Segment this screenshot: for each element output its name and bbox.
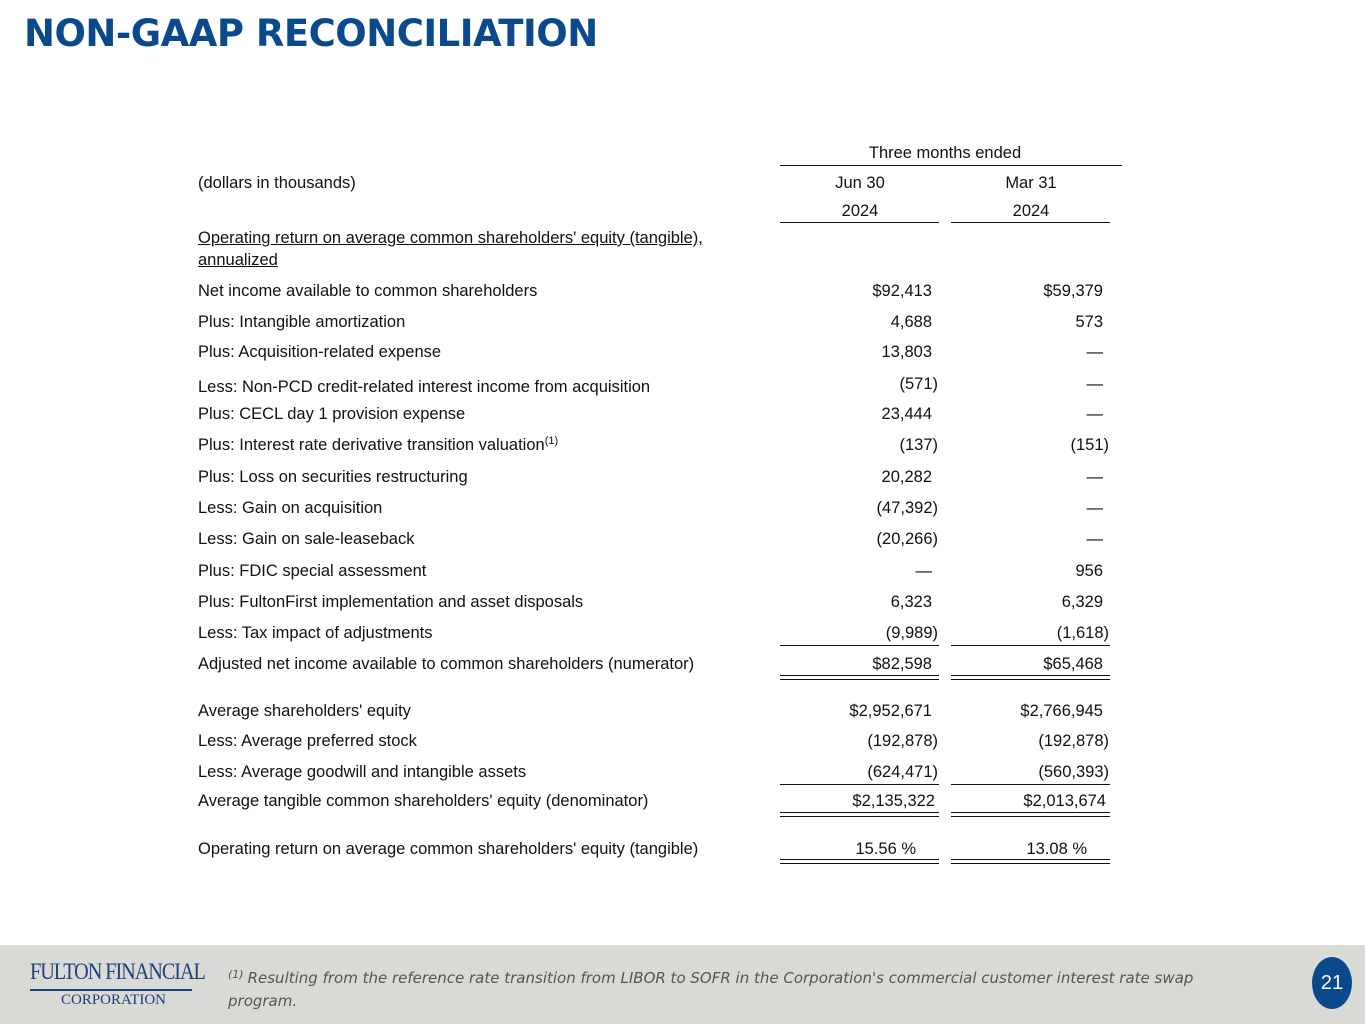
row-label	[198, 435, 558, 455]
row-label: Average shareholders' equity	[198, 702, 411, 720]
row-value-jun: 6,323	[890, 593, 932, 611]
total-double-rule	[951, 812, 1110, 817]
footer-bar	[0, 945, 1365, 1024]
row-value-jun: (137)	[899, 436, 938, 454]
row-label: Less: Average preferred stock	[198, 732, 417, 750]
row-label: Less: Tax impact of adjustments	[198, 624, 433, 642]
row-value-jun: (9,989)	[885, 624, 938, 642]
row-label-text: Plus: Interest rate derivative transition valuation	[198, 436, 545, 454]
col2-month: Mar 31	[1005, 174, 1057, 192]
row-value-mar: $59,379	[1043, 282, 1103, 300]
row-value-jun: 13,803	[881, 343, 932, 361]
row-value-jun: (47,392)	[876, 499, 938, 517]
row-value-mar: 6,329	[1061, 593, 1103, 611]
row-value-jun: 23,444	[881, 405, 932, 423]
row-value-jun: (571)	[899, 375, 938, 393]
col1-header-rule	[780, 222, 939, 223]
row-value-mar: $65,468	[1043, 655, 1103, 673]
total-double-rule	[780, 859, 939, 864]
row-label: Plus: Loss on securities restructuring	[198, 468, 468, 486]
total-double-rule	[780, 812, 939, 817]
row-value-jun: $2,952,671	[849, 702, 932, 720]
row-value-jun: (624,471)	[867, 763, 938, 781]
row-value-mar: —	[1086, 468, 1103, 486]
row-label: Net income available to common shareholders	[198, 282, 538, 300]
row-value-jun: $92,413	[872, 282, 932, 300]
row-value-jun: (20,266)	[876, 530, 938, 548]
row-value-mar: —	[1086, 530, 1103, 548]
row-value-mar: —	[1086, 375, 1103, 393]
total-double-rule	[951, 675, 1110, 680]
row-value-jun: (192,878)	[867, 732, 938, 750]
row-value-mar: (560,393)	[1038, 763, 1109, 781]
row-label: Plus: Acquisition-related expense	[198, 343, 442, 361]
row-label: Plus: Intangible amortization	[198, 313, 406, 331]
row-value-mar: —	[1086, 499, 1103, 517]
col2-header-rule	[951, 222, 1110, 223]
row-value-mar: $2,013,674	[1023, 792, 1106, 810]
subtotal-rule	[951, 645, 1110, 646]
col1-year: 2024	[841, 202, 879, 220]
row-label: Plus: CECL day 1 provision expense	[198, 405, 466, 423]
row-value-jun: 20,282	[881, 468, 932, 486]
subtotal-rule	[780, 645, 939, 646]
page-title: NON-GAAP RECONCILIATION	[24, 12, 598, 55]
row-label: Operating return on average common shareholders' equity (tangible)	[198, 840, 699, 858]
row-value-mar: —	[1086, 343, 1103, 361]
row-value-jun: 4,688	[890, 313, 932, 331]
row-value-mar: $2,766,945	[1020, 702, 1103, 720]
logo-name: FULTON FINANCIAL	[30, 959, 205, 984]
row-value-mar: 573	[1075, 313, 1103, 331]
row-value-mar: 13.08 %	[1026, 840, 1087, 858]
row-value-mar: (1,618)	[1056, 624, 1109, 642]
footnote-text: Resulting from the reference rate transition from LIBOR to SOFR in the Corporation's commercial customer interest rate swap program.	[228, 969, 1194, 1010]
section-title: Operating return on average common shareholders' equity (tangible), annualized	[198, 229, 703, 269]
row-value-jun: 15.56 %	[855, 840, 916, 858]
col2-year: 2024	[1012, 202, 1050, 220]
row-value-mar: —	[1086, 405, 1103, 423]
row-value-mar: 956	[1075, 562, 1103, 580]
total-double-rule	[780, 675, 939, 680]
row-label: Less: Average goodwill and intangible assets	[198, 763, 527, 781]
row-label: Adjusted net income available to common shareholders (numerator)	[198, 655, 695, 673]
row-label: Less: Gain on sale-leaseback	[198, 530, 415, 548]
row-value-jun: $2,135,322	[852, 792, 935, 810]
col1-month: Jun 30	[835, 174, 885, 192]
row-label: Less: Non-PCD credit-related interest income from acquisition	[198, 378, 651, 396]
company-logo	[30, 959, 205, 1011]
row-label: Less: Gain on acquisition	[198, 499, 383, 517]
total-double-rule	[951, 859, 1110, 864]
logo-rule	[30, 989, 192, 991]
subtotal-rule	[951, 784, 1110, 785]
row-value-mar: (151)	[1070, 436, 1109, 454]
row-value-mar: (192,878)	[1038, 732, 1109, 750]
footnote	[228, 963, 1228, 1013]
footnote-mark: (1)	[228, 968, 244, 981]
subtotal-rule	[780, 784, 939, 785]
logo-subtitle: CORPORATION	[61, 992, 167, 1008]
row-label: Plus: FultonFirst implementation and asset disposals	[198, 593, 584, 611]
row-value-jun: $82,598	[872, 655, 932, 673]
footnote-ref: (1)	[544, 435, 559, 447]
header-group-rule	[780, 165, 1122, 166]
row-label: Plus: FDIC special assessment	[198, 562, 427, 580]
page-number-badge: 21	[1312, 957, 1352, 1009]
units-label: (dollars in thousands)	[198, 174, 356, 192]
header-group-label: Three months ended	[868, 144, 1022, 162]
row-label: Average tangible common shareholders' equity (denominator)	[198, 792, 649, 810]
row-value-jun: —	[915, 562, 932, 580]
